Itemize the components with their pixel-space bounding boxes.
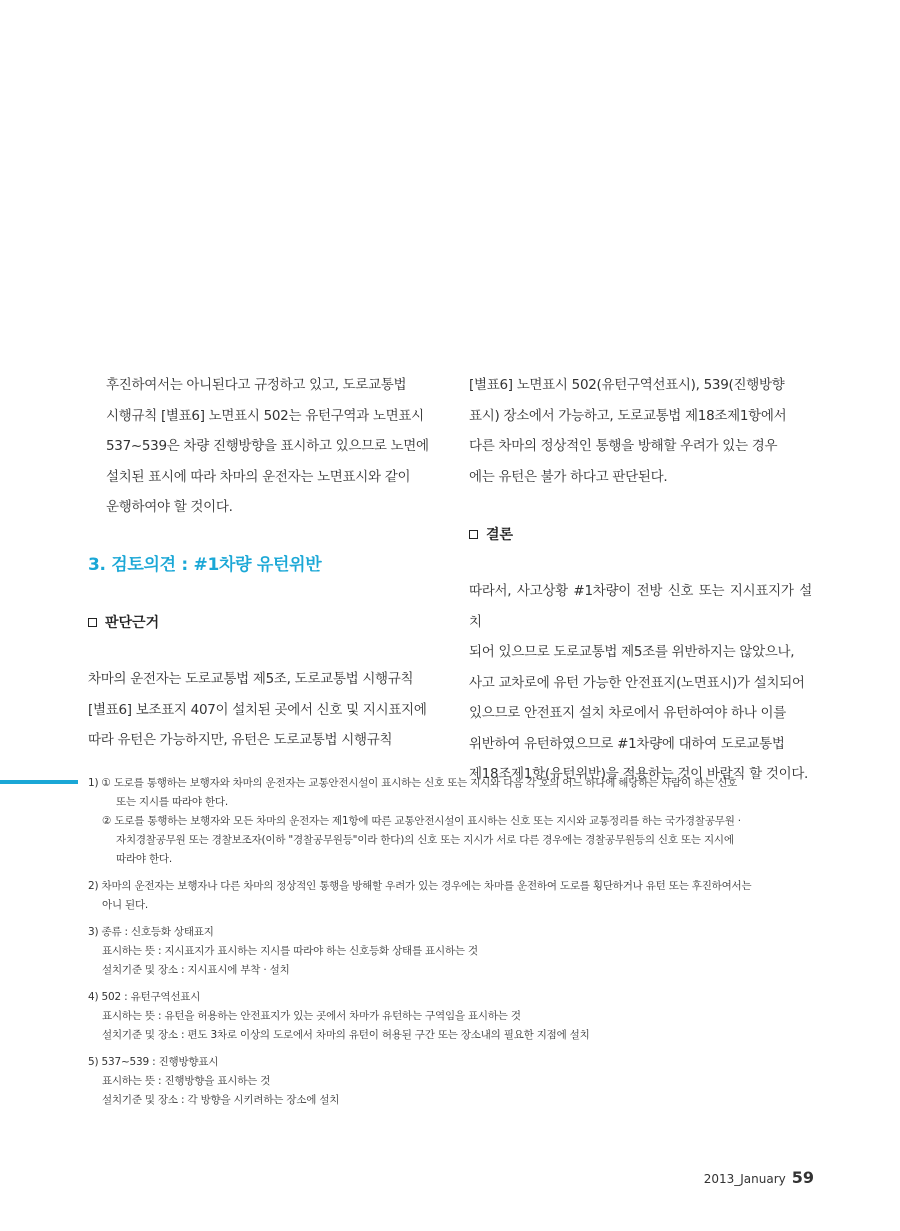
left-continuation-paragraph	[88, 370, 434, 523]
text-line: 있으므로 안전표지 설치 차로에서 유턴하여야 하나 이를	[469, 705, 786, 721]
footnote-line: 표시하는 뜻 : 지시표지가 표시하는 지시를 따라야 하는 신호등화 상태를 표시하는 것	[102, 945, 478, 957]
text-line: 시행규칙 [별표6] 노면표시 502는 유턴구역과 노면표시	[106, 407, 424, 424]
footnote-1	[88, 774, 816, 869]
text-line: 사고 교차로에 유턴 가능한 안전표지(노면표시)가 설치되어	[469, 674, 805, 691]
text-line: 설치된 표시에 따라 차마의 운전자는 노면표시와 같이	[106, 468, 411, 485]
text-line: 다른 차마의 정상적인 통행을 방해할 우려가 있는 경우	[469, 438, 778, 454]
text-line: 후진하여서는 아니된다고 규정하고 있고, 도로교통법	[106, 377, 407, 393]
left-column	[88, 370, 434, 523]
basis-heading-label: 판단근거	[105, 615, 160, 631]
section-title: 3. 검토의견 : #1차량 유턴위반	[88, 555, 322, 575]
page-number: 59	[791, 1168, 814, 1187]
text-line: 되어 있으므로 도로교통법 제5조를 위반하지는 않았으나,	[469, 644, 795, 660]
footnote-line: 2) 차마의 운전자는 보행자나 다른 차마의 정상적인 통행을 방해할 우려가 있는 경우에는 차마를 운전하여 도로를 횡단하거나 유턴 또는 후진하여서는	[88, 880, 752, 892]
footnote-line: 따라야 한다.	[116, 853, 172, 865]
issue-label: 2013_January	[703, 1172, 786, 1186]
text-line: 따라 유턴은 가능하지만, 유턴은 도로교통법 시행규칙	[88, 732, 393, 748]
footnote-line: 1) ① 도로를 통행하는 보행자와 차마의 운전자는 교통안전시설이 표시하는 신호 또는 지시와 다음 각 호의 어느 하나에 해당하는 사람이 하는 신호	[88, 777, 738, 789]
text-line: 제18조제1항(유턴위반)을 적용하는 것이 바람직 할 것이다.	[469, 766, 809, 782]
footnote-line: 3) 종류 : 신호등화 상태표지	[88, 926, 214, 938]
footnote-line: ② 도로를 통행하는 보행자와 모든 차마의 운전자는 제1항에 따른 교통안전시설이 표시하는 신호 또는 지시와 교통정리를 하는 국가경찰공무원 ·	[102, 815, 741, 827]
footnote-5	[88, 1053, 816, 1110]
text-line: 에는 유턴은 불가 하다고 판단된다.	[469, 468, 668, 485]
text-line: 537~539은 차량 진행방향을 표시하고 있으므로 노면에	[106, 438, 429, 454]
text-line: [별표6] 보조표지 407이 설치된 곳에서 신호 및 지시표지에	[88, 701, 427, 718]
footnote-line: 4) 502 : 유턴구역선표시	[88, 991, 201, 1003]
footnote-line: 표시하는 뜻 : 유턴을 허용하는 안전표지가 있는 곳에서 차마가 유턴하는 구역임을 표시하는 것	[102, 1010, 521, 1022]
text-line: 따라서, 사고상황 #1차량이 전방 신호 또는 지시표지가 설치	[469, 583, 812, 630]
footnote-line: 표시하는 뜻 : 진행방향을 표시하는 것	[102, 1075, 271, 1087]
footnote-line: 아니 된다.	[102, 899, 149, 911]
footnote-line: 설치기준 및 장소 : 편도 3차로 이상의 도로에서 차마의 유턴이 허용된 구간 또는 장소내의 필요한 지점에 설치	[102, 1029, 590, 1041]
text-line: 위반하여 유턴하였으므로 #1차량에 대하여 도로교통법	[469, 735, 785, 752]
section-heading	[88, 550, 434, 575]
text-line: [별표6] 노면표시 502(유턴구역선표시), 539(진행방향	[469, 377, 785, 393]
basis-paragraph	[88, 664, 434, 756]
footnote-line: 설치기준 및 장소 : 각 방향을 시키려하는 장소에 설치	[102, 1094, 340, 1106]
basis-heading	[88, 612, 434, 632]
page-footer	[704, 1168, 814, 1187]
conclusion-paragraph	[469, 576, 812, 790]
footnote-line: 설치기준 및 장소 : 지시표시에 부착 · 설치	[102, 964, 290, 976]
square-bullet-icon	[88, 618, 97, 627]
text-line: 운행하여야 할 것이다.	[106, 499, 233, 515]
square-bullet-icon	[469, 530, 478, 539]
right-continuation-paragraph	[469, 370, 812, 492]
footnote-line: 또는 지시를 따라야 한다.	[116, 796, 228, 808]
footnote-line: 5) 537~539 : 진행방향표시	[88, 1056, 219, 1068]
conclusion-heading	[469, 524, 812, 544]
text-line: 차마의 운전자는 도로교통법 제5조, 도로교통법 시행규칙	[88, 671, 414, 687]
footnote-2	[88, 877, 816, 915]
footnote-divider	[0, 780, 78, 784]
footnote-line: 자치경찰공무원 또는 경찰보조자(이하 "경찰공무원등"이라 한다)의 신호 또는 지시가 서로 다른 경우에는 경찰공무원등의 신호 또는 지시에	[116, 834, 734, 846]
footnote-3	[88, 923, 816, 980]
footnote-4	[88, 988, 816, 1045]
conclusion-heading-label: 결론	[486, 527, 514, 543]
footnotes	[88, 774, 816, 1118]
text-line: 표시) 장소에서 가능하고, 도로교통법 제18조제1항에서	[469, 407, 787, 424]
